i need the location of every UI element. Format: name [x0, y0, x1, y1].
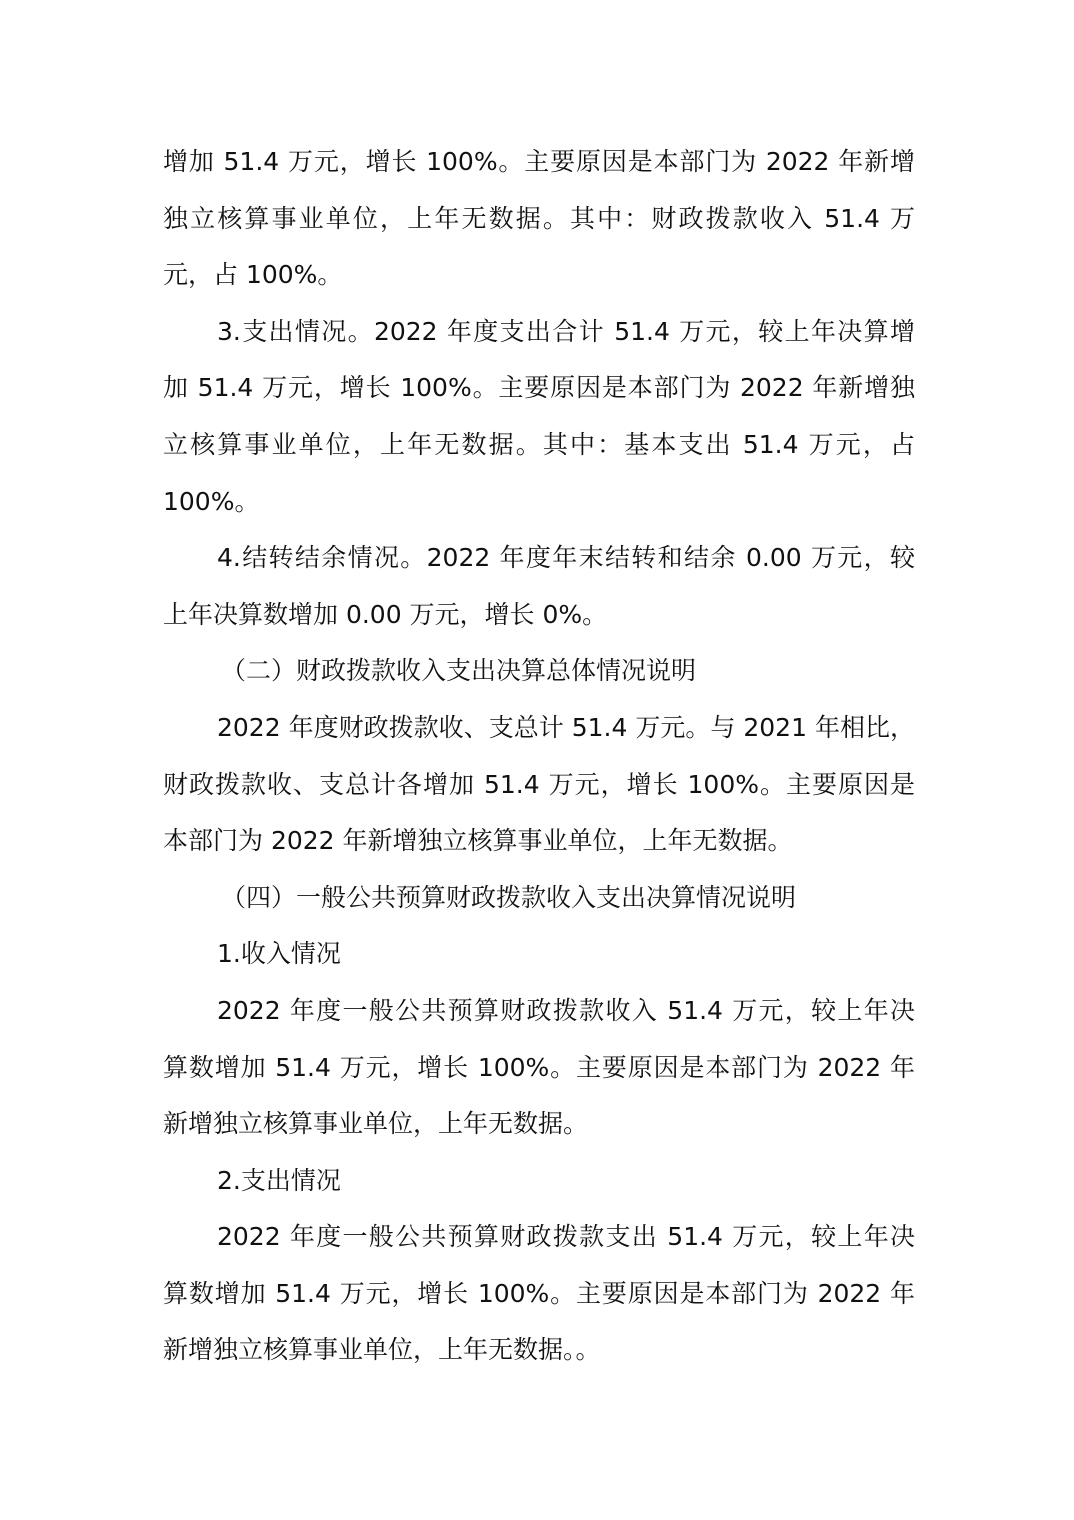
paragraph-line: 算数增加 51.4 万元，增长 100%。主要原因是本部门为 2022 年: [163, 1278, 915, 1308]
paragraph-line: 2022 年度一般公共预算财政拨款收入 51.4 万元，较上年决: [217, 995, 915, 1025]
paragraph-line: 财政拨款收、支总计各增加 51.4 万元，增长 100%。主要原因是: [163, 769, 915, 799]
paragraph-line: 算数增加 51.4 万元，增长 100%。主要原因是本部门为 2022 年: [163, 1052, 915, 1082]
paragraph-line: 加 51.4 万元，增长 100%。主要原因是本部门为 2022 年新增独: [163, 373, 915, 403]
section-heading: （二）财政拨款收入支出决算总体情况说明: [221, 656, 697, 686]
paragraph-line: 上年决算数增加 0.00 万元，增长 0%。: [163, 599, 608, 629]
paragraph-line: 新增独立核算事业单位，上年无数据。。: [163, 1335, 601, 1365]
document-body: [163, 134, 915, 1379]
subsection-heading: 2.支出情况: [217, 1165, 341, 1195]
paragraph-line: 新增独立核算事业单位，上年无数据。: [163, 1109, 589, 1139]
section-heading: （四）一般公共预算财政拨款收入支出决算情况说明: [221, 882, 797, 912]
paragraph-line: 独立核算事业单位，上年无数据。其中：财政拨款收入 51.4 万: [163, 203, 915, 233]
paragraph-line: 3.支出情况。2022 年度支出合计 51.4 万元，较上年决算增: [217, 316, 915, 346]
paragraph-line: 2022 年度财政拨款收、支总计 51.4 万元。与 2021 年相比，: [217, 712, 915, 742]
paragraph-line: 4.结转结余情况。2022 年度年末结转和结余 0.00 万元，较: [217, 543, 915, 573]
paragraph-line: 2022 年度一般公共预算财政拨款支出 51.4 万元，较上年决: [217, 1222, 915, 1252]
paragraph-line: 立核算事业单位，上年无数据。其中：基本支出 51.4 万元，占: [163, 429, 915, 459]
paragraph-line: 100%。: [163, 486, 260, 516]
subsection-heading: 1.收入情况: [217, 939, 341, 969]
paragraph-line: 增加 51.4 万元，增长 100%。主要原因是本部门为 2022 年新增: [163, 147, 915, 176]
paragraph-line: 本部门为 2022 年新增独立核算事业单位，上年无数据。: [163, 826, 793, 856]
paragraph-line: 元，占 100%。: [163, 260, 343, 290]
